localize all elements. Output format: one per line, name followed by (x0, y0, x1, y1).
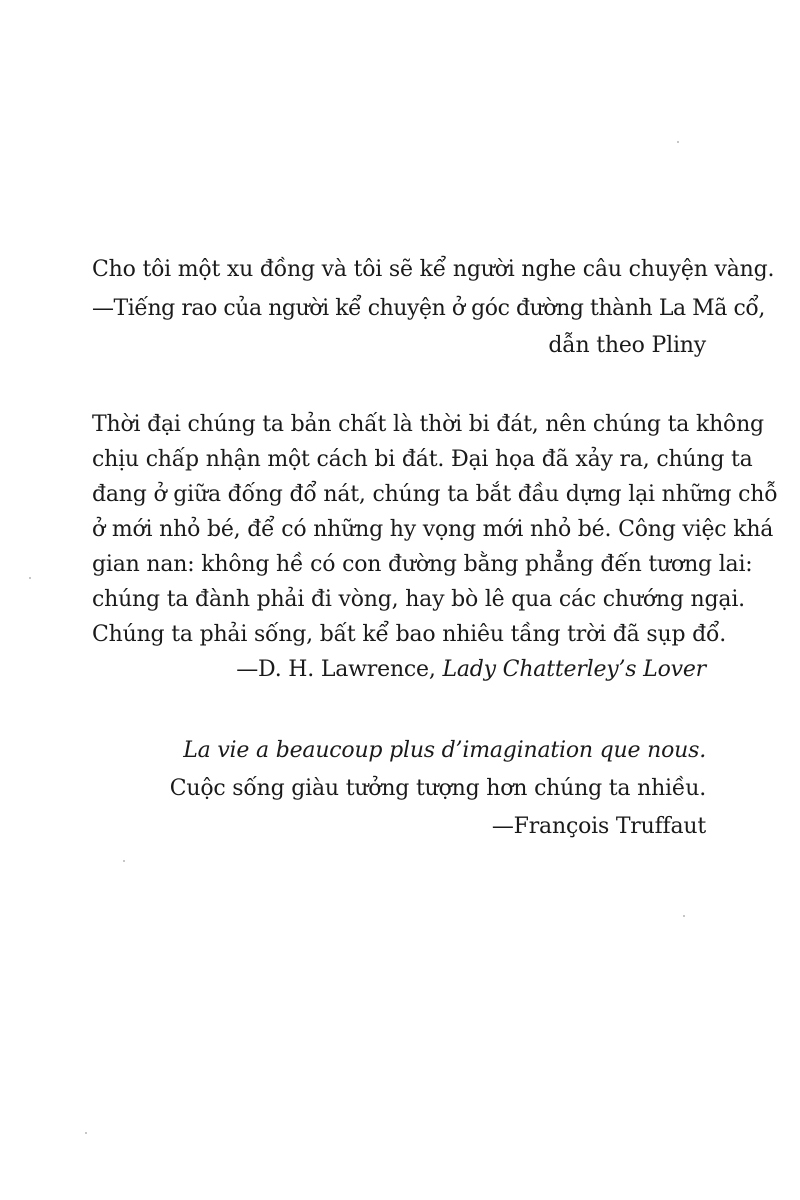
scan-speck (85, 1132, 87, 1134)
epigraph-2-line-6: chúng ta đành phải đi vòng, hay bò lê qua các chướng ngại. (92, 587, 745, 612)
scan-speck (123, 860, 125, 862)
epigraph-2-line-4: ở mới nhỏ bé, để có những hy vọng mới nhỏ bé. Công việc khá (92, 517, 774, 542)
epigraph-3-quote-vietnamese: Cuộc sống giàu tưởng tượng hơn chúng ta nhiều. (169, 776, 706, 801)
epigraph-3-quote-french: La vie a beaucoup plus d’imagination que nous. (183, 738, 706, 763)
epigraph-2-line-5: gian nan: không hề có con đường bằng phẳng đến tương lai: (92, 552, 753, 577)
epigraph-1-attribution-line-2: dẫn theo Pliny (548, 333, 706, 358)
epigraph-2-line-1: Thời đại chúng ta bản chất là thời bi đát, nên chúng ta không (92, 412, 764, 437)
scan-speck (677, 141, 679, 143)
epigraph-3-attribution: —François Truffaut (491, 814, 706, 839)
scan-speck (29, 577, 31, 579)
epigraph-2-attribution-author: —D. H. Lawrence, (236, 657, 436, 682)
epigraph-2-attribution-work: Lady Chatterley’s Lover (442, 657, 706, 682)
epigraph-1-attribution-line-1: —Tiếng rao của người kể chuyện ở góc đường thành La Mã cổ, (92, 296, 765, 321)
epigraph-2-line-3: đang ở giữa đống đổ nát, chúng ta bắt đầu dựng lại những chỗ (92, 482, 778, 507)
epigraph-2-line-7: Chúng ta phải sống, bất kể bao nhiêu tầng trời đã sụp đổ. (92, 622, 727, 647)
epigraph-2-attribution (92, 653, 706, 687)
epigraph-2-line-2: chịu chấp nhận một cách bi đát. Đại họa đã xảy ra, chúng ta (92, 447, 753, 472)
epigraph-1-quote: Cho tôi một xu đồng và tôi sẽ kể người nghe câu chuyện vàng. (92, 257, 775, 282)
scan-speck (683, 915, 685, 917)
